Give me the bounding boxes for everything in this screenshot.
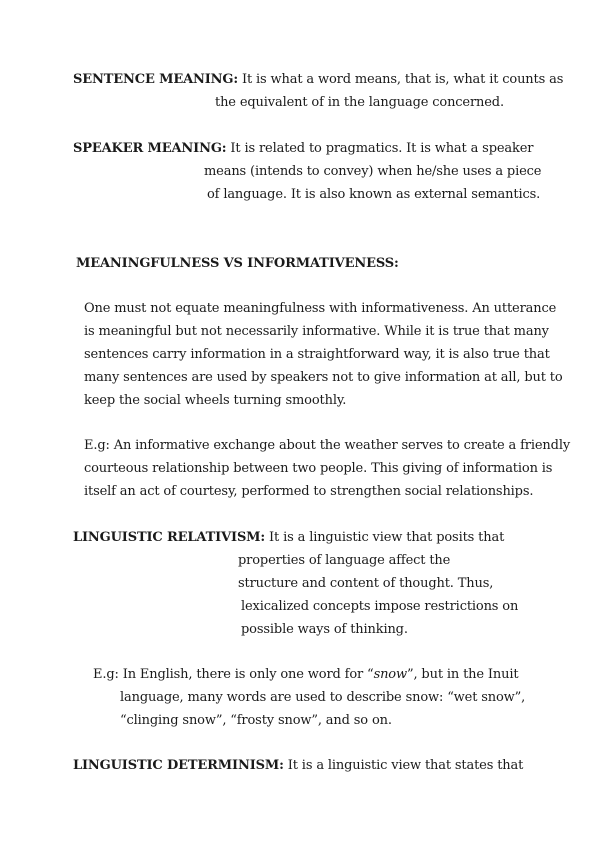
meaningfulness-heading: MEANINGFULNESS VS INFORMATIVENESS: [76, 256, 399, 271]
speaker-meaning-definition: It is related to pragmatics. It is what a speaker [226, 141, 534, 156]
speaker-meaning-term: SPEAKER MEANING: [73, 141, 227, 156]
speaker-meaning-line-2: means (intends to convey) when he/she uses a piece [204, 164, 542, 179]
linguistic-determinism-line-1 [73, 758, 523, 774]
snow-word: snow [373, 667, 407, 682]
meaningfulness-paragraph-line: One must not equate meaningfulness with informativeness. An utterance [84, 301, 557, 316]
snow-example-line-2: language, many words are used to describe snow: “wet snow”, [120, 690, 526, 705]
linguistic-determinism-term: LINGUISTIC DETERMINISM: [73, 758, 284, 773]
snow-example-suffix: ”, but in the Inuit [406, 667, 519, 682]
meaningfulness-example-line: itself an act of courtesy, performed to strengthen social relationships. [84, 484, 534, 499]
meaningfulness-paragraph-line: keep the social wheels turning smoothly. [84, 393, 347, 408]
linguistic-relativism-line-3: structure and content of thought. Thus, [238, 576, 494, 591]
sentence-meaning-line-2: the equivalent of in the language concerned. [215, 95, 504, 110]
linguistic-relativism-line-2: properties of language affect the [238, 553, 451, 568]
sentence-meaning-term: SENTENCE MEANING: [73, 72, 239, 87]
snow-example-prefix: E.g: In English, there is only one word for “ [93, 667, 374, 682]
linguistic-relativism-definition: It is a linguistic view that posits that [265, 530, 505, 545]
speaker-meaning-line-1 [73, 141, 533, 157]
linguistic-relativism-line-4: lexicalized concepts impose restrictions on [241, 599, 519, 614]
meaningfulness-paragraph-line: sentences carry information in a straightforward way, it is also true that [84, 347, 550, 362]
snow-example-line-3: “clinging snow”, “frosty snow”, and so on. [120, 713, 392, 728]
linguistic-determinism-definition: It is a linguistic view that states that [283, 758, 524, 773]
linguistic-relativism-line-5: possible ways of thinking. [241, 622, 408, 637]
speaker-meaning-line-3: of language. It is also known as external semantics. [207, 187, 541, 202]
linguistic-relativism-term: LINGUISTIC RELATIVISM: [73, 530, 266, 545]
meaningfulness-example-line: E.g: An informative exchange about the weather serves to create a friendly [84, 438, 571, 453]
sentence-meaning-line-1 [73, 72, 563, 88]
linguistic-relativism-line-1 [73, 530, 504, 546]
meaningfulness-paragraph-line: is meaningful but not necessarily informative. While it is true that many [84, 324, 549, 339]
meaningfulness-paragraph-line: many sentences are used by speakers not to give information at all, but to [84, 370, 563, 385]
snow-example-line-1 [93, 667, 518, 683]
sentence-meaning-definition: It is what a word means, that is, what it counts as [238, 72, 564, 87]
meaningfulness-example-line: courteous relationship between two people. This giving of information is [84, 461, 553, 476]
